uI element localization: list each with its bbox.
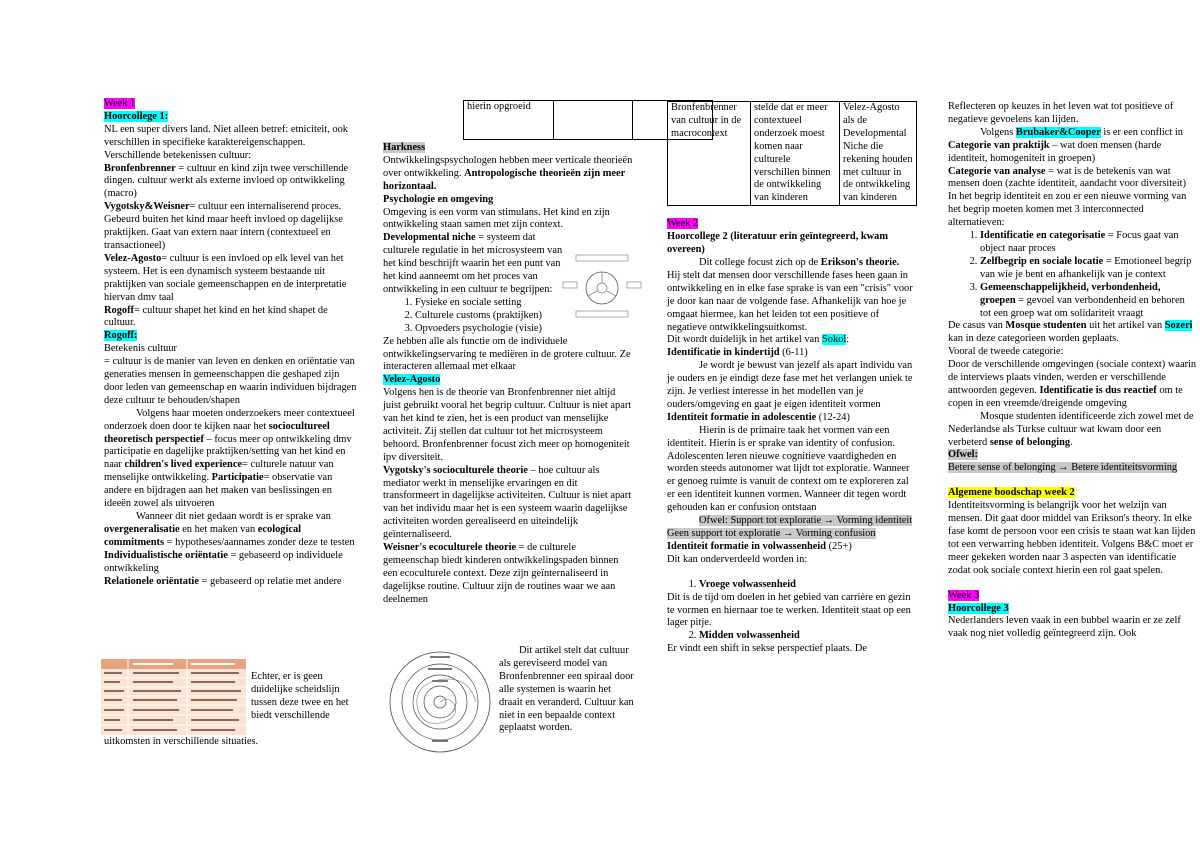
theory-comparison-table [667,101,917,206]
list-item: 3. Gemeenschappelijkheid, verbondenheid, groepen = gevoel van verbondenheid en behoren tot een groep wat om solidariteit vraagt [980,282,1198,321]
adulthood-list [667,630,915,643]
paragraph: Identiteitsvorming is belangrijk voor het welzijn van mensen. Dit gaat door middel van Erikson's theory. In elke fase komt de persoon voor een crisis te staan wat kan lijden tot een verwarring hebben identiteit. Volgens B&C moet er meer gekeken worden naar 3 aspecten van identificatie zodat ook sociale context hierin een rol gaat spelen. [948,500,1196,576]
paragraph: Betekenis cultuur [104,343,178,355]
week-heading: Week 3 [948,589,980,601]
list-item: 2. Midden volwassenheid [699,630,915,643]
highlight-line: Ofwel: [948,449,979,461]
paragraph: Mosque studenten identificeerde zich zowel met de Nederlandse als Turkse cultuur wat kwam door een verbeterd sense of belonging. [948,410,1194,448]
developmental-niche-diagram [562,254,642,320]
lecture-heading: Hoorcollege 1: [104,110,169,122]
paragraph: Individualistische oriëntatie = gebaseerd op individuele ontwikkeling [104,549,343,574]
paragraph: Dit college focust zich op de Erikson's theorie. Hij stelt dat mensen door verschillende fases heen gaan in ontwikkeling en in elke fase sprake is van een "crisis" voor je door kan naar de volgende fase. Afhankelijk van hoe je omgaat hiermee, kan het leiden tot een positieve of negatieve ontwikkelingsuitkomst. [667,256,913,333]
week-heading: Week 1 [104,98,136,109]
paragraph: Dit is de tijd om doelen in het gebied van carrière en gezin te vormen en hiernaar toe te werken. Identiteit staat op een lager pitje. [667,591,911,629]
week-heading: Week 2 [667,218,699,230]
highlight-line: Geen support tot exploratie → Vorming confusion [667,528,876,539]
highlight-line: Ofwel: Support tot exploratie → Vorming identiteit [699,515,913,527]
paragraph: Vygotsky's socioculturele theorie – hoe cultuur als mediator werkt in menselijke ervaringen en dit transformeert in dagelijkse activiteiten. Cultuur is niet apart van het individu maar het is een systeem waarin dagelijkse activiteiten worden gerealiseerd en uiteindelijk geïnternaliseerd. [383,464,632,541]
paragraph: De casus van Mosque studenten uit het artikel van Sozeri kan in deze categorieen worden geplaats. [948,320,1193,345]
list-item: 1. Identificatie en categorisatie = Focus gaat van object naar proces [980,230,1198,256]
section-heading: Rogoff: [104,330,138,342]
paragraph: Wanneer dit niet gedaan wordt is er sprake van overgeneralisatie en het maken van ecological commitments = hypotheses/aannames zonder deze te testen [104,511,355,548]
paragraph: Categorie van praktijk – wat doen mensen (harde identiteit, homogeniteit in groepen) [948,139,1162,164]
paragraph: Velez-Agosto= cultuur is een invloed op elk level van het systeem. Het is een dynamisch systeem bestaande uit praktijken van sociale gemeenschappen en de interpretatie hiervan dmv taal [104,252,347,303]
table-cell: stelde dat er meer contextueel onderzoek moest komen naar culturele verschillen binnen de ontwikkeling van kinderen [751,102,840,206]
paragraph: Volgens haar moeten onderzoekers meer contextueel onderzoek doen door te kijken naar het sociocultureel theoretisch perspectief – focus meer op ontwikkeling dmv participatie en dagelijke praktijken/setting van het kind en naar children's lived experience= culturele natuur van menselijke ontwikkeling. Participatie= observatie van andere en bijdragen aan het maken van beslissingen en ideeën zowel als uitvoeren [104,407,355,510]
column-4 [948,101,1198,641]
paragraph: Dit wordt duidelijk in het artikel van Sokol: [667,334,850,346]
subheading: Psychologie en omgeving [383,193,494,205]
paragraph: NL een super divers land. Niet alleen betref: etniciteit, ook verschillen in specifieke karaktereigenschappen. [104,123,348,148]
paragraph: Developmental niche = systeem dat culturele regulatie in het microsysteem van het kind beschrijft waarin het een punt van het kind aanneemt om het proces van ontwikkeling in een cultuur te begrijpen: [383,232,563,295]
adulthood-list [667,579,915,592]
paragraph: Bronfenbrenner = cultuur en kind zijn twee verschillende dingen. cultuur werkt als externe invloed op ontwikkeling (macro) [104,162,349,200]
paragraph: Verschillende betekenissen cultuur: [104,149,252,161]
paragraph: uitkomsten in verschillende situaties. [104,736,259,747]
paragraph: Reflecteren op keuzes in het leven wat tot positieve of negatieve gevoelens kan lijden. [948,101,1174,125]
paragraph: Door de verschillende omgevingen (sociale context) waarin de interviews plaats vinden, werden er verschillende antwoorden gegeven. Identificatie is dus reactief om te copen in een vreemde/dreigende omgeving [948,359,1197,409]
paragraph: Er vindt een shift in sekse perspectief plaats. De [667,643,867,655]
list-item: 1. Fysieke en sociale setting [415,297,633,310]
paragraph: Hierin is de primaire taak het vormen van een identiteit. Hierin is er sprake van identity of confusion. Adolescenten leren nieuwe cognitieve vaardigheden en worden steeds autonomer wat lijdt tot exploratie. Wanneer er genoeg ruimte is vanuit de context om te exploreren zal er een identiteit kunnen vormen. Wanneer dit tegen wordt gehouden kan er confusion ontstaan [667,424,910,514]
paragraph: In het begrip identiteit en zou er een nieuwe vorming van het begrip moeten komen met 3 interconnected alternatieven: [948,191,1187,229]
paragraph: Dit kan onderverdeeld worden in: [667,553,808,565]
paragraph: Je wordt je bewust van jezelf als apart individu van je ouders en je eindigt deze fase met het verlangen uniek te zijn. Je verliest interesse in het modellen van je ouders/omgeving en gaat je eigen identiteit vormen [667,360,913,410]
section-heading: Velez-Agosto [383,374,441,386]
paragraph: Volgens Brubaker&Cooper is er een conflict in [980,126,1183,138]
paragraph: Rogoff= cultuur shapet het kind en het kind shapet de cultuur. [104,304,328,329]
lecture-heading: Hoorcollege 3 [948,602,1009,614]
paragraph: Identiteit formatie in adolescentie (12-24) [667,411,850,423]
paragraph: Categorie van analyse = wat is de betekenis van wat mensen doen (zachte identiteit, aandacht voor diversiteit) [948,165,1187,190]
table-cell: Velez-Agosto als de Developmental Niche die rekening houden met cultuur in de ontwikkeling van kinderen [840,102,917,206]
alternatives-list [948,230,1198,320]
side-paragraph: Dit artikel stelt dat cultuur als gereviseerd model van Bronfenbrenner een spiraal door alle systemen is waarin het draait en veranderd. Cultuur kan niet in een bepaalde context geplaatst worden. [499,645,634,734]
list-item: 2. Zelfbegrip en sociale locatie = Emotioneel begrip van wie je bent en afhankelijk van je context [980,256,1198,282]
paragraph: Ontwikkelingspsychologen hebben meer verticale theorieën over ontwikkeling. Antropologische theorieën zijn meer horizontaal. [383,154,633,192]
column-3 [667,101,915,656]
paragraph: Identificatie in kindertijd (6-11) [667,347,808,359]
table-cell: Bronfenbrenner van cultuur in de macrocontext [668,102,751,206]
bronfenbrenner-spiral-diagram [388,650,494,754]
paragraph: = cultuur is de manier van leven en denken en oriëntatie van generaties mensen in gemeenschappen die geshaped zijn door leden van gemeenschap en waarin individuen bijdragen deze cultuur te behouden/shapen [104,356,357,406]
list-item: 3. Opvoeders psychologie (visie) [415,323,633,336]
paragraph: Volgens hen is de theorie van Bronfenbrenner niet altijd juist gebruikt vooral het begrip cultuur. Cultuur is niet apart van het kind te zien, het is een product van menselijke activiteit. Zij stellen dat cultuur tot het microsysteem behoord. Bronfenbrenner focust zich meer op homogeniteit ipv diversiteit. [383,387,632,463]
paragraph: Omgeving is een vorm van stimulans. Het kind en zijn ontwikkeling staan samen met zijn context. [383,206,610,231]
paragraph: Relationele oriëntatie = gebaseerd op relatie met andere [104,575,342,587]
section-heading: Algemene boodschap week 2 [948,487,1075,499]
column-1 [104,98,358,588]
orientation-table-image [101,659,246,735]
paragraph: Identiteit formatie in volwassenheid (25+) [667,540,852,552]
paragraph: Nederlanders leven vaak in een bubbel waarin er ze zelf vaak nog niet volledig geïntegreerd zijn. Ook [948,615,1181,640]
paragraph: Weisner's ecoculturele theorie = de culturele gemeenschap biedt kinderen ontwikkelingspaden binnen een ecoculturele context. Deze zijn geïnternaliseerd in dagelijkse routine. Cultuur zijn de routines waar we aan deelnemen [383,542,619,605]
section-heading: Harkness [383,142,426,153]
highlight-line: Betere sense of belonging → Betere identiteitsvorming [948,462,1178,474]
lecture-heading: Hoorcollege 2 (literatuur erin geïntegreerd, kwam overeen) [667,231,889,256]
continued-table: hierin opgroeid [463,100,713,140]
list-item: 2. Culturele customs (praktijken) [415,310,633,323]
paragraph: Vygotsky&Weisner= cultuur een internaliserend proces. Gebeurd buiten het kind maar heeft invloed op dagelijkse praktijken. Gaat van extern naar intern (contextueel en transactioneel) [104,201,343,251]
paragraph: Ze hebben alle als functie om de individuele ontwikkelingservaring te mediëren in de grotere cultuur. Ze interacteren allemaal met elkaar [383,335,631,373]
side-paragraph: Echter, er is geen duidelijke scheidslijn tussen deze twee en het biedt verschillende [251,671,349,721]
column-2 [383,100,633,607]
paragraph: Vooral de tweede categorie: [948,346,1064,358]
list-item: 1. Vroege volwassenheid [699,579,915,592]
